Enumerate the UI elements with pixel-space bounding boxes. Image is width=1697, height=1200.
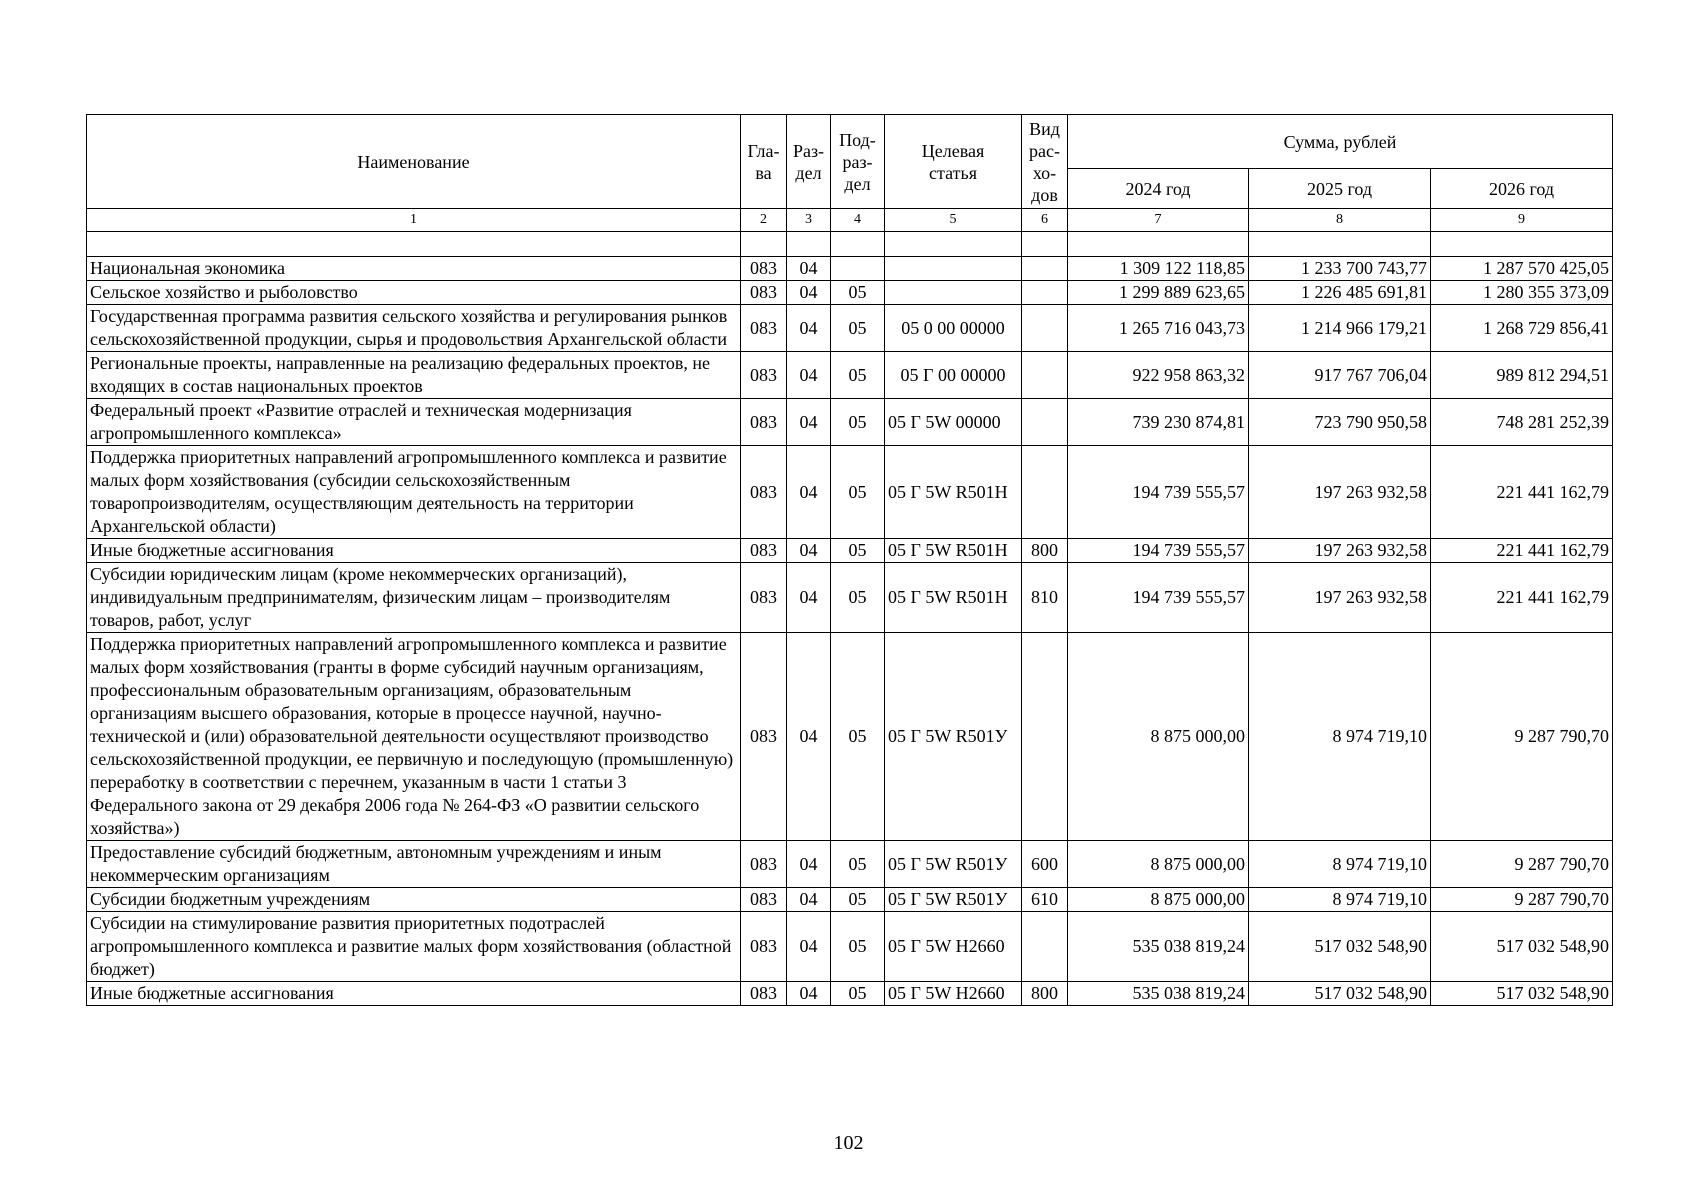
column-number: 2 — [741, 209, 787, 232]
column-number: 9 — [1431, 209, 1613, 232]
row-amount-2025: 917 767 706,04 — [1249, 352, 1431, 399]
row-podrazdel: 05 — [831, 399, 885, 446]
row-amount-2024: 535 038 819,24 — [1068, 912, 1249, 982]
row-name: Иные бюджетные ассигнования — [87, 982, 741, 1006]
column-number: 3 — [787, 209, 831, 232]
row-name: Субсидии на стимулирование развития приоритетных подотраслей агропромышленного комплекса и развитие малых форм хозяйствования (областной бюджет) — [87, 912, 741, 982]
empty-row — [87, 232, 1613, 257]
row-glava: 083 — [741, 399, 787, 446]
header-summa: Сумма, рублей — [1068, 115, 1613, 169]
row-name: Поддержка приоритетных направлений агропромышленного комплекса и развитие малых форм хозяйствования (субсидии сельскохозяйственным товаропроизводителям, осуществляющим деятельность на территории Архангельской области) — [87, 446, 741, 539]
column-number: 1 — [87, 209, 741, 232]
row-name: Предоставление субсидий бюджетным, автономным учреждениям и иным некоммерческим организациям — [87, 841, 741, 888]
row-celevaya-statya: 05 Г 5W 00000 — [885, 399, 1022, 446]
row-amount-2025: 723 790 950,58 — [1249, 399, 1431, 446]
row-amount-2026: 221 441 162,79 — [1431, 539, 1613, 563]
row-celevaya-statya: 05 0 00 00000 — [885, 305, 1022, 352]
row-glava: 083 — [741, 446, 787, 539]
row-amount-2026: 1 287 570 425,05 — [1431, 257, 1613, 281]
row-amount-2024: 8 875 000,00 — [1068, 633, 1249, 841]
header-celevaya-statya: Целевая статья — [885, 115, 1022, 209]
row-celevaya-statya: 05 Г 5W R501H — [885, 446, 1022, 539]
column-number: 8 — [1249, 209, 1431, 232]
row-amount-2025: 517 032 548,90 — [1249, 982, 1431, 1006]
row-amount-2026: 1 268 729 856,41 — [1431, 305, 1613, 352]
row-celevaya-statya: 05 Г 5W R501У — [885, 633, 1022, 841]
row-vid-rashodov — [1022, 912, 1068, 982]
row-amount-2025: 197 263 932,58 — [1249, 539, 1431, 563]
column-number: 6 — [1022, 209, 1068, 232]
page-number: 102 — [833, 1132, 864, 1154]
header-razdel: Раз- дел — [787, 115, 831, 209]
row-amount-2025: 517 032 548,90 — [1249, 912, 1431, 982]
row-amount-2025: 1 226 485 691,81 — [1249, 281, 1431, 305]
column-number: 4 — [831, 209, 885, 232]
row-name: Субсидии юридическим лицам (кроме некоммерческих организаций), индивидуальным предпринимателям, физическим лицам – производителям товаров, работ, услуг — [87, 563, 741, 633]
row-amount-2026: 748 281 252,39 — [1431, 399, 1613, 446]
row-vid-rashodov — [1022, 399, 1068, 446]
row-vid-rashodov: 810 — [1022, 563, 1068, 633]
row-vid-rashodov: 610 — [1022, 888, 1068, 912]
row-amount-2025: 1 233 700 743,77 — [1249, 257, 1431, 281]
row-amount-2026: 517 032 548,90 — [1431, 982, 1613, 1006]
row-razdel: 04 — [787, 352, 831, 399]
header-podrazdel: Под- раз- дел — [831, 115, 885, 209]
row-celevaya-statya: 05 Г 5W R501H — [885, 563, 1022, 633]
header-year-2026: 2026 год — [1431, 169, 1613, 209]
row-amount-2025: 8 974 719,10 — [1249, 633, 1431, 841]
row-vid-rashodov — [1022, 281, 1068, 305]
row-amount-2025: 1 214 966 179,21 — [1249, 305, 1431, 352]
header-glava: Гла- ва — [741, 115, 787, 209]
row-celevaya-statya: 05 Г 00 00000 — [885, 352, 1022, 399]
row-amount-2024: 194 739 555,57 — [1068, 539, 1249, 563]
row-podrazdel: 05 — [831, 982, 885, 1006]
row-razdel: 04 — [787, 305, 831, 352]
row-glava: 083 — [741, 912, 787, 982]
row-celevaya-statya: 05 Г 5W R501H — [885, 539, 1022, 563]
table-row — [87, 841, 1613, 888]
header-name: Наименование — [87, 115, 741, 209]
column-number: 7 — [1068, 209, 1249, 232]
row-amount-2026: 9 287 790,70 — [1431, 888, 1613, 912]
row-podrazdel: 05 — [831, 305, 885, 352]
header-year-2025: 2025 год — [1249, 169, 1431, 209]
row-name: Сельское хозяйство и рыболовство — [87, 281, 741, 305]
row-vid-rashodov — [1022, 352, 1068, 399]
row-amount-2025: 197 263 932,58 — [1249, 446, 1431, 539]
row-amount-2024: 1 299 889 623,65 — [1068, 281, 1249, 305]
row-celevaya-statya: 05 Г 5W H2660 — [885, 982, 1022, 1006]
table-row — [87, 305, 1613, 352]
row-name: Национальная экономика — [87, 257, 741, 281]
row-amount-2026: 517 032 548,90 — [1431, 912, 1613, 982]
row-razdel: 04 — [787, 912, 831, 982]
row-amount-2025: 8 974 719,10 — [1249, 888, 1431, 912]
table-row — [87, 563, 1613, 633]
row-amount-2024: 8 875 000,00 — [1068, 841, 1249, 888]
row-glava: 083 — [741, 841, 787, 888]
row-celevaya-statya — [885, 257, 1022, 281]
row-glava: 083 — [741, 563, 787, 633]
row-razdel: 04 — [787, 982, 831, 1006]
row-razdel: 04 — [787, 257, 831, 281]
row-glava: 083 — [741, 257, 787, 281]
row-podrazdel: 05 — [831, 912, 885, 982]
row-amount-2024: 1 265 716 043,73 — [1068, 305, 1249, 352]
row-name: Поддержка приоритетных направлений агропромышленного комплекса и развитие малых форм хозяйствования (гранты в форме субсидий научным организациям, профессиональным образовательным организациям, образовательным организациям высшего образования, которые в процессе научной, научно-технической и (или) образовательной деятельности осуществляют производство сельскохозяйственной продукции, ее первичную и последующую (промышленную) переработку в соответствии с перечнем, указанным в части 1 статьи 3 Федерального закона от 29 декабря 2006 года № 264-ФЗ «О развитии сельского хозяйства») — [87, 633, 741, 841]
row-razdel: 04 — [787, 563, 831, 633]
row-vid-rashodov: 800 — [1022, 539, 1068, 563]
row-amount-2026: 221 441 162,79 — [1431, 563, 1613, 633]
row-razdel: 04 — [787, 841, 831, 888]
row-celevaya-statya: 05 Г 5W H2660 — [885, 912, 1022, 982]
table-row — [87, 539, 1613, 563]
table-body — [87, 232, 1613, 1006]
row-amount-2024: 535 038 819,24 — [1068, 982, 1249, 1006]
row-glava: 083 — [741, 633, 787, 841]
row-vid-rashodov — [1022, 257, 1068, 281]
row-amount-2024: 1 309 122 118,85 — [1068, 257, 1249, 281]
row-amount-2024: 922 958 863,32 — [1068, 352, 1249, 399]
row-razdel: 04 — [787, 281, 831, 305]
row-amount-2024: 739 230 874,81 — [1068, 399, 1249, 446]
row-razdel: 04 — [787, 446, 831, 539]
row-podrazdel: 05 — [831, 281, 885, 305]
row-razdel: 04 — [787, 539, 831, 563]
row-amount-2026: 1 280 355 373,09 — [1431, 281, 1613, 305]
header-year-2024: 2024 год — [1068, 169, 1249, 209]
row-razdel: 04 — [787, 399, 831, 446]
budget-table — [86, 114, 1613, 1006]
row-vid-rashodov — [1022, 446, 1068, 539]
column-number: 5 — [885, 209, 1022, 232]
row-celevaya-statya: 05 Г 5W R501У — [885, 888, 1022, 912]
row-glava: 083 — [741, 982, 787, 1006]
row-amount-2026: 989 812 294,51 — [1431, 352, 1613, 399]
row-razdel: 04 — [787, 888, 831, 912]
row-glava: 083 — [741, 281, 787, 305]
row-celevaya-statya: 05 Г 5W R501У — [885, 841, 1022, 888]
column-numbers-row — [87, 209, 1613, 232]
row-vid-rashodov — [1022, 633, 1068, 841]
row-name: Субсидии бюджетным учреждениям — [87, 888, 741, 912]
table-row — [87, 257, 1613, 281]
table-row — [87, 446, 1613, 539]
row-name: Государственная программа развития сельского хозяйства и регулирования рынков сельскохозяйственной продукции, сырья и продовольствия Архангельской области — [87, 305, 741, 352]
row-glava: 083 — [741, 305, 787, 352]
row-podrazdel: 05 — [831, 841, 885, 888]
row-vid-rashodov — [1022, 305, 1068, 352]
row-amount-2026: 221 441 162,79 — [1431, 446, 1613, 539]
row-podrazdel: 05 — [831, 563, 885, 633]
row-podrazdel: 05 — [831, 352, 885, 399]
row-glava: 083 — [741, 352, 787, 399]
table-row — [87, 352, 1613, 399]
row-amount-2026: 9 287 790,70 — [1431, 841, 1613, 888]
row-name: Региональные проекты, направленные на реализацию федеральных проектов, не входящих в состав национальных проектов — [87, 352, 741, 399]
row-amount-2024: 8 875 000,00 — [1068, 888, 1249, 912]
header-vid-rashodov: Вид рас- хо- дов — [1022, 115, 1068, 209]
row-vid-rashodov: 600 — [1022, 841, 1068, 888]
row-podrazdel: 05 — [831, 539, 885, 563]
table-row — [87, 982, 1613, 1006]
table-header-row — [87, 115, 1613, 169]
row-podrazdel: 05 — [831, 888, 885, 912]
row-amount-2026: 9 287 790,70 — [1431, 633, 1613, 841]
table-row — [87, 633, 1613, 841]
row-amount-2025: 8 974 719,10 — [1249, 841, 1431, 888]
table-row — [87, 912, 1613, 982]
table-row — [87, 888, 1613, 912]
row-glava: 083 — [741, 539, 787, 563]
row-glava: 083 — [741, 888, 787, 912]
row-name: Иные бюджетные ассигнования — [87, 539, 741, 563]
row-podrazdel — [831, 257, 885, 281]
row-amount-2025: 197 263 932,58 — [1249, 563, 1431, 633]
row-celevaya-statya — [885, 281, 1022, 305]
row-podrazdel: 05 — [831, 633, 885, 841]
row-amount-2024: 194 739 555,57 — [1068, 446, 1249, 539]
table-row — [87, 281, 1613, 305]
row-podrazdel: 05 — [831, 446, 885, 539]
table-row — [87, 399, 1613, 446]
row-vid-rashodov: 800 — [1022, 982, 1068, 1006]
row-razdel: 04 — [787, 633, 831, 841]
row-name: Федеральный проект «Развитие отраслей и техническая модернизация агропромышленного комплекса» — [87, 399, 741, 446]
row-amount-2024: 194 739 555,57 — [1068, 563, 1249, 633]
